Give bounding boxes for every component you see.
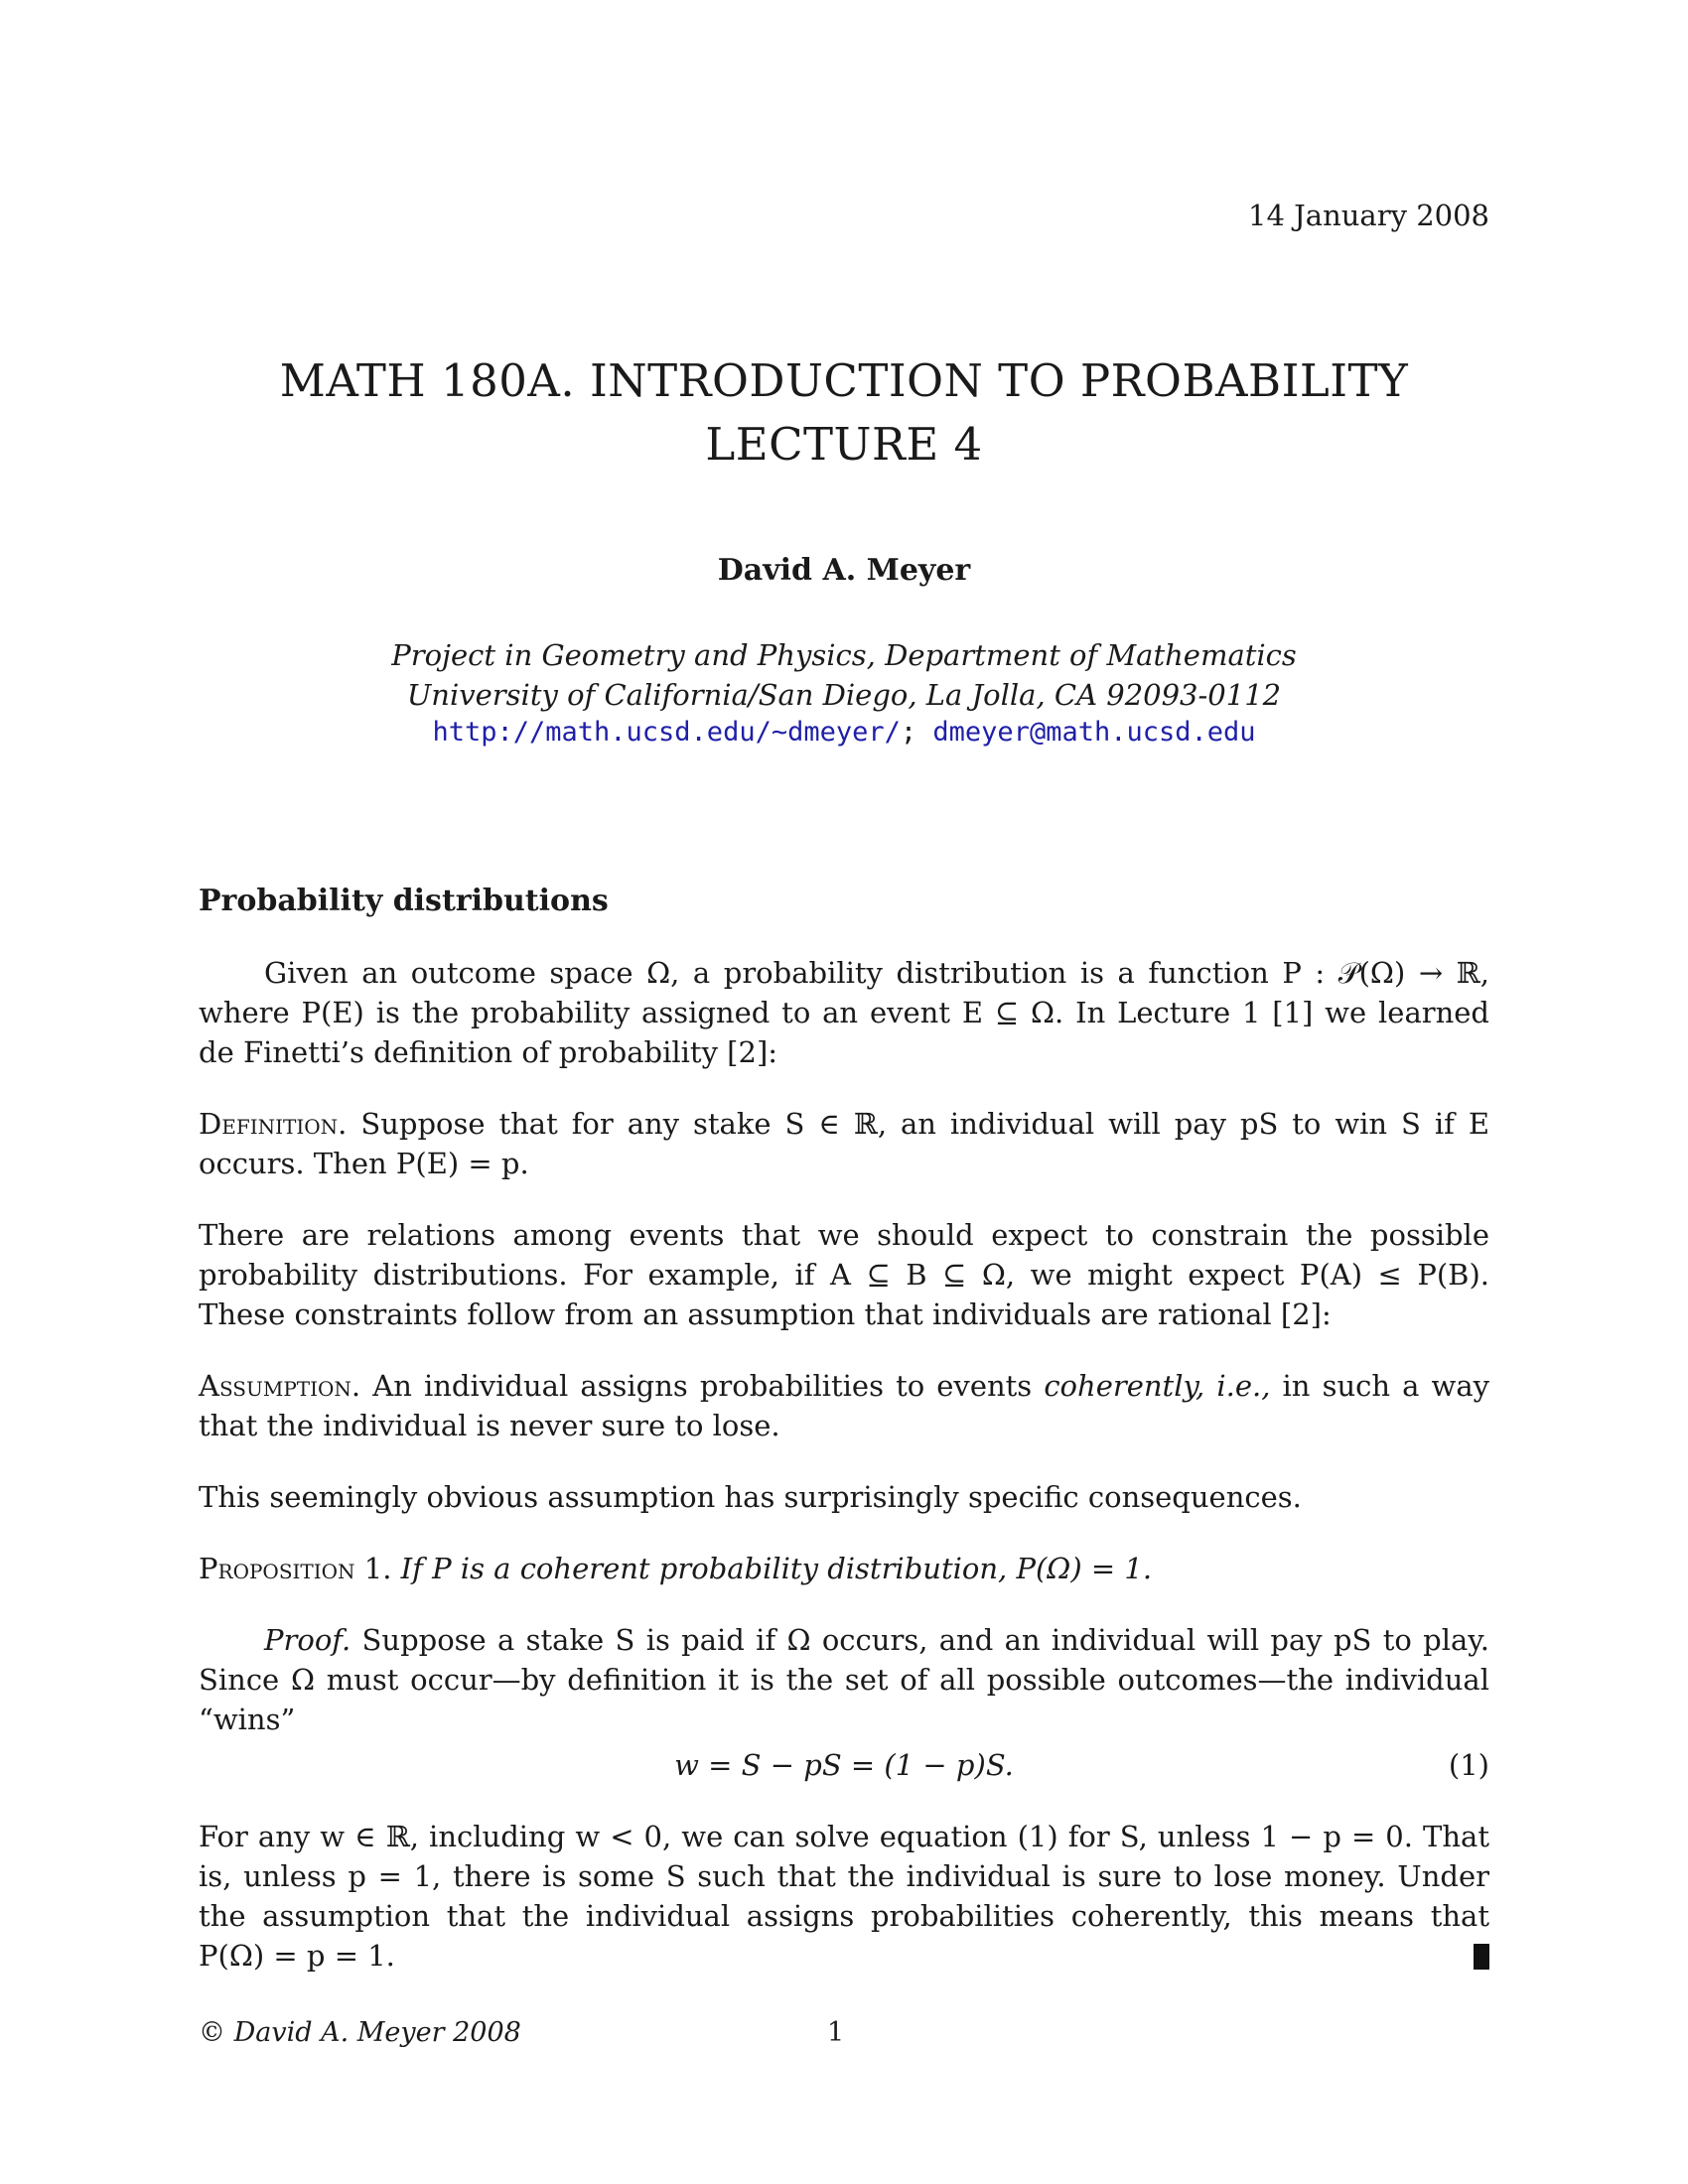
definition-label: Definition. — [199, 1107, 348, 1141]
contact-links — [0, 717, 1688, 748]
affiliation — [0, 635, 1688, 715]
paragraph-conclusion — [199, 1817, 1489, 1976]
page-title — [0, 349, 1688, 477]
assumption-emphasis: coherently, i.e., — [1044, 1369, 1271, 1403]
copyright-notice: © David A. Meyer 2008 — [199, 2017, 521, 2048]
main-body — [199, 882, 1489, 2007]
equation-1 — [199, 1745, 1489, 1785]
equation-number: (1) — [1448, 1748, 1489, 1782]
definition-text: Suppose that for any stake S ∈ ℝ, an individual will pay pS to win S if E occurs. Then P(E) = p. — [199, 1107, 1490, 1180]
homepage-link[interactable]: http://math.ucsd.edu/~dmeyer/ — [432, 717, 901, 748]
title-line-2: LECTURE 4 — [705, 418, 983, 471]
footer — [199, 2017, 1489, 2048]
proof-label: Proof. — [264, 1623, 352, 1657]
assumption-label: Assumption. — [199, 1369, 361, 1403]
proposition-label: Proposition 1. — [199, 1552, 392, 1585]
date: 14 January 2008 — [1248, 199, 1489, 232]
proposition — [199, 1549, 1489, 1588]
conclusion-text: For any w ∈ ℝ, including w < 0, we can solve equation (1) for S, unless 1 − p = 0. That is, unless p = 1, there is some S such that the individual is sure to lose money. Under the assumption that the individual assigns probabilities coherently, this means that P(Ω) = p = 1. — [199, 1820, 1489, 1973]
email-link[interactable]: dmeyer@math.ucsd.edu — [932, 717, 1256, 748]
assumption-text-1: An individual assigns probabilities to events — [372, 1369, 1033, 1403]
definition — [199, 1104, 1489, 1183]
affiliation-line-1: Project in Geometry and Physics, Department of Mathematics — [391, 638, 1297, 672]
title-line-1: MATH 180A. INTRODUCTION TO PROBABILITY — [279, 354, 1409, 407]
page-number: 1 — [827, 2017, 845, 2048]
link-separator: ; — [900, 717, 917, 748]
assumption — [199, 1366, 1489, 1445]
assumption-text-2: in such a way that the individual is never sure to lose. — [199, 1369, 1490, 1442]
section-heading: Probability distributions — [199, 884, 609, 918]
qed-square-icon — [1474, 1944, 1489, 1970]
proof-text: Suppose a stake S is paid if Ω occurs, and an individual will pay pS to play. Since Ω must occur—by definition it is the set of all possible outcomes—the individual “wins” — [199, 1623, 1490, 1736]
proposition-text: If P is a coherent probability distribution, P(Ω) = 1. — [400, 1552, 1153, 1585]
paragraph-intro: Given an outcome space Ω, a probability distribution is a function P : 𝒫(Ω) → ℝ, where P(E) is the probability assigned to an event E ⊆ Ω. In Lecture 1 [1] we learned de Finetti’s definition of probability [2]: — [199, 956, 1489, 1069]
author: David A. Meyer — [717, 553, 971, 588]
proof — [199, 1620, 1489, 1739]
equation-body: w = S − pS = (1 − p)S. — [674, 1748, 1014, 1782]
affiliation-line-2: University of California/San Diego, La Jolla, CA 92093-0112 — [406, 678, 1282, 712]
paragraph-consequences: This seemingly obvious assumption has surprisingly specific consequences. — [199, 1480, 1302, 1514]
paragraph-relations: There are relations among events that we should expect to constrain the possible probability distributions. For example, if A ⊆ B ⊆ Ω, we might expect P(A) ≤ P(B). These constraints follow from an assumption that individuals are rational [2]: — [199, 1218, 1489, 1331]
